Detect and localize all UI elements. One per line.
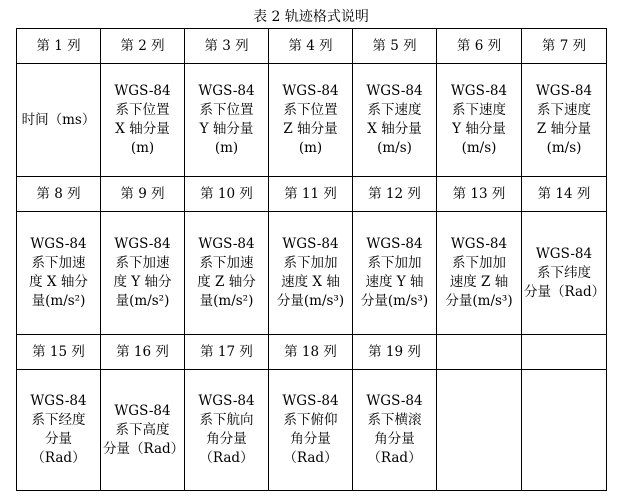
column-description-cell	[522, 64, 607, 177]
description-line: （Rad）	[367, 450, 422, 466]
description-line: 系下加速	[31, 255, 86, 271]
description-line: 系下速度	[452, 102, 506, 118]
description-line: WGS-84	[282, 83, 339, 99]
description-line: (m)	[298, 140, 323, 156]
description-line: 系下加加	[283, 255, 338, 271]
description-line: 量(m/s²)	[115, 293, 170, 309]
description-line: Y 轴分量	[199, 121, 254, 137]
description-line: 度 Y 轴分	[113, 274, 172, 290]
description-line: 系下位置	[115, 102, 170, 118]
description-line: 分量	[45, 431, 72, 447]
description-line: 分量（Rad）	[103, 440, 185, 457]
description-line: WGS-84	[114, 236, 171, 252]
description-line: （Rad）	[199, 450, 254, 466]
description-line: 系下纬度	[537, 264, 591, 281]
column-description-cell	[17, 64, 101, 177]
column-header-cell	[522, 335, 607, 370]
column-description-cell	[17, 212, 101, 335]
column-header-cell: 第 16 列	[101, 335, 185, 370]
description-line: WGS-84	[366, 236, 423, 252]
column-header-cell: 第 19 列	[353, 335, 437, 370]
description-line: 系下位置	[283, 102, 338, 118]
description-line: (m)	[130, 140, 155, 156]
column-header-cell: 第 13 列	[437, 177, 522, 212]
description-line: 速度 Z 轴	[449, 274, 509, 290]
description-line: 量(m/s²)	[31, 293, 86, 309]
column-header-cell: 第 8 列	[17, 177, 101, 212]
description-line: 速度 Y 轴	[365, 274, 424, 290]
column-description-cell	[185, 370, 269, 491]
description-line: Z 轴分量	[283, 121, 338, 137]
column-description-row	[17, 212, 607, 335]
description-line: WGS-84	[198, 393, 255, 409]
description-line: WGS-84	[535, 83, 593, 99]
column-header-cell: 第 2 列	[101, 29, 185, 64]
description-line: 角分量	[206, 431, 247, 447]
column-description-cell	[437, 370, 522, 491]
column-header-cell: 第 15 列	[17, 335, 101, 370]
column-description-cell	[437, 64, 522, 177]
column-header-cell: 第 4 列	[269, 29, 353, 64]
description-line: WGS-84	[198, 83, 255, 99]
column-header-cell: 第 1 列	[17, 29, 101, 64]
description-line: 系下加速	[115, 255, 170, 271]
column-description-cell	[353, 370, 437, 491]
column-description-cell	[101, 64, 185, 177]
description-line: WGS-84	[114, 402, 171, 419]
column-description-cell	[185, 64, 269, 177]
column-header-cell	[437, 335, 522, 370]
description-line: 系下位置	[199, 102, 254, 118]
column-header-cell: 第 9 列	[101, 177, 185, 212]
description-line: 系下俯仰	[283, 412, 338, 428]
description-line: 量(m/s²)	[199, 293, 254, 309]
description-line: 度 Z 轴分	[197, 274, 256, 290]
description-line: 系下航向	[199, 412, 254, 428]
description-line: 系下经度	[31, 412, 86, 428]
column-description-cell	[522, 212, 607, 335]
description-line: WGS-84	[198, 236, 255, 252]
description-line: 角分量	[374, 431, 415, 447]
description-line: 系下加加	[367, 255, 422, 271]
description-line: WGS-84	[450, 236, 508, 252]
description-line: 系下高度	[115, 421, 170, 438]
column-description-cell	[101, 370, 185, 491]
description-line: 分量(m/s³)	[360, 293, 429, 309]
description-line: (m/s)	[461, 140, 497, 156]
column-description-cell	[185, 212, 269, 335]
column-header-cell: 第 17 列	[185, 335, 269, 370]
column-description-cell	[269, 64, 353, 177]
column-description-cell	[437, 212, 522, 335]
column-header-cell: 第 14 列	[522, 177, 607, 212]
description-line: WGS-84	[282, 393, 339, 409]
description-line: 系下加加	[452, 255, 506, 271]
description-line: 分量(m/s³)	[276, 293, 345, 309]
description-line: 角分量	[290, 431, 331, 447]
description-line: 速度 X 轴	[281, 274, 340, 290]
description-line: 时间（ms）	[21, 111, 96, 128]
column-description-cell	[353, 64, 437, 177]
description-line: WGS-84	[114, 83, 171, 99]
description-line: WGS-84	[30, 236, 87, 252]
description-line: WGS-84	[366, 393, 423, 409]
description-line: (m/s)	[377, 140, 412, 156]
description-line: (m/s)	[546, 140, 582, 156]
description-line: (m)	[214, 140, 239, 156]
column-header-cell: 第 10 列	[185, 177, 269, 212]
description-line: WGS-84	[30, 393, 87, 409]
description-line: WGS-84	[535, 245, 593, 262]
description-line: Z 轴分量	[536, 121, 592, 137]
description-line: 系下横滚	[367, 412, 422, 428]
description-line: WGS-84	[366, 83, 423, 99]
column-header-row	[17, 29, 607, 64]
column-header-cell: 第 5 列	[353, 29, 437, 64]
description-line: Y 轴分量	[452, 121, 506, 137]
description-line: WGS-84	[282, 236, 339, 252]
column-header-row	[17, 177, 607, 212]
column-header-cell: 第 18 列	[269, 335, 353, 370]
table-caption: 表 2 轨迹格式说明	[253, 9, 369, 25]
description-line: 分量（Rad）	[524, 283, 606, 300]
column-description-cell	[17, 370, 101, 491]
description-line: （Rad）	[31, 450, 86, 466]
column-description-cell	[269, 370, 353, 491]
column-header-cell: 第 12 列	[353, 177, 437, 212]
description-line: 系下速度	[367, 102, 422, 118]
column-header-cell: 第 3 列	[185, 29, 269, 64]
column-description-row	[17, 370, 607, 491]
column-description-cell	[522, 370, 607, 491]
column-description-cell	[353, 212, 437, 335]
description-line: X 轴分量	[115, 121, 170, 137]
description-line: WGS-84	[450, 83, 508, 99]
column-header-cell: 第 11 列	[269, 177, 353, 212]
description-line: 分量(m/s³)	[445, 293, 513, 309]
description-line: X 轴分量	[367, 121, 422, 137]
track-format-table	[16, 28, 607, 491]
column-header-cell: 第 6 列	[437, 29, 522, 64]
description-line: （Rad）	[283, 450, 338, 466]
column-header-row	[17, 335, 607, 370]
column-description-cell	[269, 212, 353, 335]
column-description-row	[17, 64, 607, 177]
description-line: 系下加速	[199, 255, 254, 271]
column-header-cell: 第 7 列	[522, 29, 607, 64]
column-description-cell	[101, 212, 185, 335]
description-line: 系下速度	[537, 102, 591, 118]
description-line: 度 X 轴分	[29, 274, 88, 290]
